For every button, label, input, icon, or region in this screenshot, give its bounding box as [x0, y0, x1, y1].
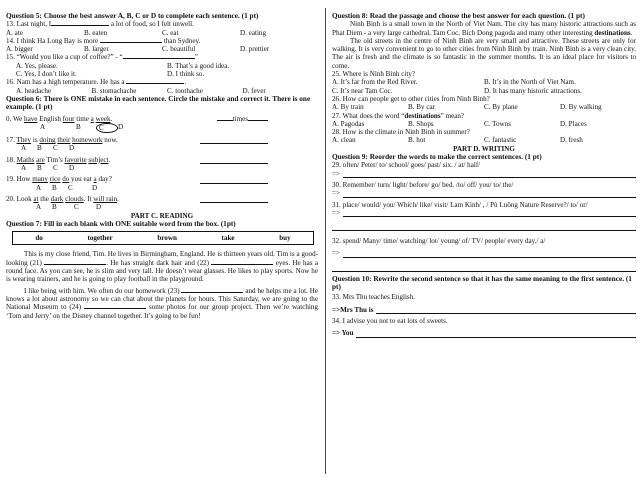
question-10-title: Question 10: Rewrite the second sentence so that it has the same meaning to the first sentence. (1 pt) — [332, 273, 632, 292]
question-5-title: Question 5: Choose the best answer A, B, C or D to complete each sentence. (1 pt) — [6, 11, 259, 20]
question-0-letters: A B C D — [40, 122, 124, 132]
question-30: 30. Remember/ turn/ light/ before/ go/ bed. /to/ off/ you/ to/ the/ — [332, 180, 514, 189]
answer-31-line-2[interactable] — [332, 223, 636, 231]
answer-32-line-2[interactable] — [332, 264, 636, 272]
question-26: 26. How can people get to other cities from Ninh Binh? — [332, 94, 490, 103]
question-13: 13. Last night, I a lot of food, so I felt unwell. — [6, 20, 194, 29]
answer-31-line[interactable]: => — [332, 209, 636, 217]
question-9-title: Question 9: Reorder the words to make the correct sentences. (1 pt) — [332, 152, 542, 162]
answer-30-line[interactable]: => — [332, 189, 636, 197]
reading-paragraph-1: This is my close friend, Tim. He lives in Birmingham, England. He is thirteen years old. Tim is a good-looking (21) . He has straight dark hair and (22) eyes. He has a round face. As you can see, he is slim and very tall. He doesn’t wear glasses. He likes to play sports. Now he is wearing trainers, and he is going to play football in the playground. — [6, 250, 318, 284]
question-33: 33. Mrs Thu teaches English. — [332, 293, 416, 302]
blank-24[interactable] — [84, 308, 146, 309]
blank-21[interactable] — [44, 264, 106, 265]
question-25: 25. Where is Ninh Binh city? — [332, 70, 416, 79]
question-17: 17. They is doing their homework now. — [6, 136, 318, 144]
answer-29-line[interactable]: => — [332, 170, 636, 178]
left-column — [6, 12, 318, 320]
question-25-options-row2: C. It’s near Tam Coc. D. It has many historic attractions. — [332, 86, 582, 95]
question-15: 15. “Would you like a cup of coffee?” - “ ” — [6, 53, 198, 62]
question-19-letters: A B C D — [36, 183, 98, 192]
answer-32-line[interactable]: => — [332, 249, 636, 257]
question-25-options-row1: A. It’s far from the Red River. B. It’s in the North of Viet Nam. — [332, 78, 576, 87]
word-box-item: take — [221, 234, 235, 243]
circled-answer: C — [96, 123, 118, 133]
word-box — [12, 231, 314, 245]
question-17-letters: A B C D — [21, 144, 75, 153]
word-box-item: together — [87, 234, 113, 243]
blank-22[interactable] — [211, 264, 273, 265]
question-15-options-row2: C. Yes, I don’t like it. D. I think so. — [16, 70, 205, 79]
question-27-options: A. Pagodas B. Shops C. Towns D. Places — [332, 119, 587, 128]
question-31: 31. place/ would/ you/ Which/ like/ visit/ Lam Kinh/ , / Pù Luông Nature Reserve?/ to/ or/ — [332, 200, 588, 209]
part-c-heading: PART C. READING — [130, 211, 194, 220]
question-28-options: A. clean B. hot C. fantastic D. fresh — [332, 136, 583, 145]
question-20-answer[interactable] — [200, 195, 268, 203]
word-box-item: do — [35, 234, 43, 243]
passage-paragraph-2: The old streets in the centre of Ninh Binh are very small and attractive. These streets are only for walking. It is very convenient to go to other cities from Ninh Binh by train. Ninh Binh is a very clean city. The air is fresh and the climate is so fantastic in the summer months. It is an ideal place for visitors to come. — [332, 36, 636, 70]
question-18-letters: A B C D — [21, 164, 75, 173]
column-divider — [325, 8, 326, 474]
example-answer: times — [232, 114, 248, 123]
question-14-options: A. bigger B. larger C. beautiful D. prettier — [6, 45, 270, 54]
question-14: 14. I think Ha Long Bay is more than Sydney. — [6, 36, 201, 45]
answer-33-line[interactable]: =>Mrs Thu is — [332, 306, 636, 314]
question-18-answer[interactable] — [200, 156, 268, 164]
question-17-answer[interactable] — [200, 136, 268, 144]
question-20-letters: A B C D — [36, 203, 102, 212]
question-26-options: A. By train B. By car C. By plane D. By walking — [332, 103, 602, 112]
question-20: 20. Look at the dark clouds. It will rain. — [6, 195, 318, 203]
question-6-title: Question 6: There is ONE mistake in each sentence. Circle the mistake and correct it. There is one example. (1 pt) — [6, 93, 311, 112]
question-16: 16. Nam has a high temperature. He has a . — [6, 78, 187, 87]
answer-34-line[interactable]: => You — [332, 329, 636, 337]
blank-23[interactable] — [181, 292, 243, 293]
reading-paragraph-2: I like being with him. We often do our homework (23) and he helps me a lot. He knows a lot about astronomy so we can chat about the planets for hours. This Saturday, we are going to the National Museum to (24) some photos for our group project. Then we’re watching ‘Tom and Jerry’ on the Disney channel together. It’s going to be fun! — [6, 286, 318, 320]
question-16-options: A. headache B. stomachache C. toothache D. fever — [16, 86, 266, 95]
question-34: 34. I advise you not to eat lots of sweets. — [332, 316, 448, 325]
question-28: 28. How is the climate in Ninh Binh in summer? — [332, 128, 470, 137]
question-7-title: Question 7: Fill in each blank with ONE suitable word from the box. (1pt) — [6, 218, 236, 228]
word-box-item: buy — [279, 234, 291, 243]
question-0-example: 0. We have English four time a week. times — [6, 115, 318, 123]
question-8-title: Question 8: Read the passage and choose the best answer for each question. (1 pt) — [332, 11, 585, 20]
question-15-options-row1: A. Yes, please. B. That’s a good idea. — [16, 61, 230, 70]
question-13-options: A. ate B. eaten C. eat D. eating — [6, 28, 267, 37]
word-box-item: brown — [157, 234, 177, 243]
question-19: 19. How many rice do you eat a day? — [6, 175, 318, 183]
right-column — [332, 12, 636, 338]
question-32: 32. spend/ Many/ time/ watching/ lot/ young/ of/ TV/ people/ every day./ a/ — [332, 237, 546, 246]
question-18: 18. Maths are Tim’s favorite subject. — [6, 156, 318, 164]
part-d-heading: PART D. WRITING — [453, 144, 515, 153]
question-29: 29. often/ Peter/ to/ school/ goes/ past/ six. / at/ half/ — [332, 161, 481, 170]
question-19-answer[interactable] — [200, 175, 268, 183]
question-27: 27. What does the word “destinations” mean? — [332, 111, 465, 120]
passage-paragraph-1: Ninh Bình is a small town in the North of Viet Nam. The city has many historic attractions such as Phat Diem - a very large cathedral, Tam Coc, Bich Dong pagoda and many other interesting destinations. — [332, 20, 636, 37]
